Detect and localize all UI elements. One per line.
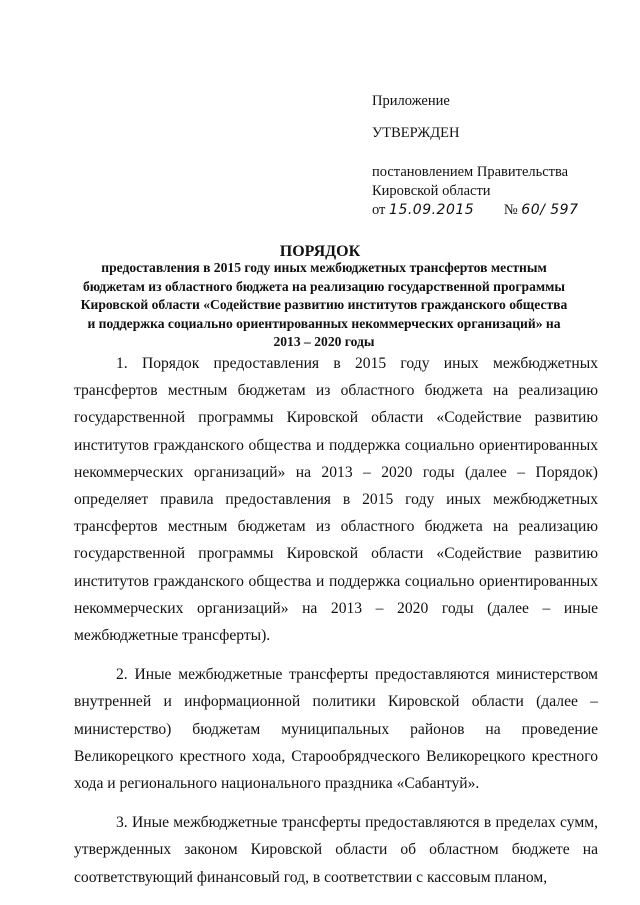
approved-label: УТВЕРЖДЕН	[372, 125, 460, 141]
number-prefix: №	[503, 202, 518, 218]
document-body	[74, 350, 598, 891]
handwritten-number: 60/ 597	[521, 202, 579, 218]
date-number-line	[372, 201, 622, 220]
region-label: Кировской области	[372, 183, 491, 199]
date-prefix: от	[372, 202, 386, 218]
document-subtitle: предоставления в 2015 году иных межбюджетных трансфертов местным бюджетам из областного бюджета на реализацию государственной программы Кировской области «Содействие развитию институтов гражданского общества и поддержка социально ориентированных некоммерческих организаций» на 2013 – 2020 годы	[80, 260, 568, 349]
resolution-label: постановлением Правительства	[372, 164, 569, 180]
handwritten-date: 15.09.2015	[389, 202, 475, 218]
appendix-label: Приложение	[372, 93, 450, 109]
paragraph-1: 1. Порядок предоставления в 2015 году иных межбюджетных трансфертов местным бюджетам из областного бюджета на реализацию государственной программы Кировской области «Содействие развитию институтов гражданского общества и поддержка социально ориентированных некоммерческих организаций» на 2013 – 2020 годы (далее – Порядок) определяет правила предоставления в 2015 году иных межбюджетных трансфертов местным бюджетам из областного бюджета на реализацию государственной программы Кировской области «Содействие развитию институтов гражданского общества и поддержка социально ориентированных некоммерческих организаций» на 2013 – 2020 годы (далее – иные межбюджетные трансферты).	[74, 355, 598, 645]
paragraph-2: 2. Иные межбюджетные трансферты предоставляются министерством внутренней и информационной политики Кировской области (далее – министерство) бюджетам муниципальных районов на проведение Великорецкого крестного хода, Старообрядческого Великорецкого крестного хода и регионального национального праздника «Сабантуй».	[74, 666, 598, 793]
document-title: ПОРЯДОК	[279, 243, 361, 260]
paragraph-3: 3. Иные межбюджетные трансферты предоставляются в пределах сумм, утвержденных законом Кировской области об областном бюджете на соответствующий финансовый год, в соответствии с кассовым планом,	[74, 814, 598, 886]
approval-stamp	[372, 92, 622, 220]
